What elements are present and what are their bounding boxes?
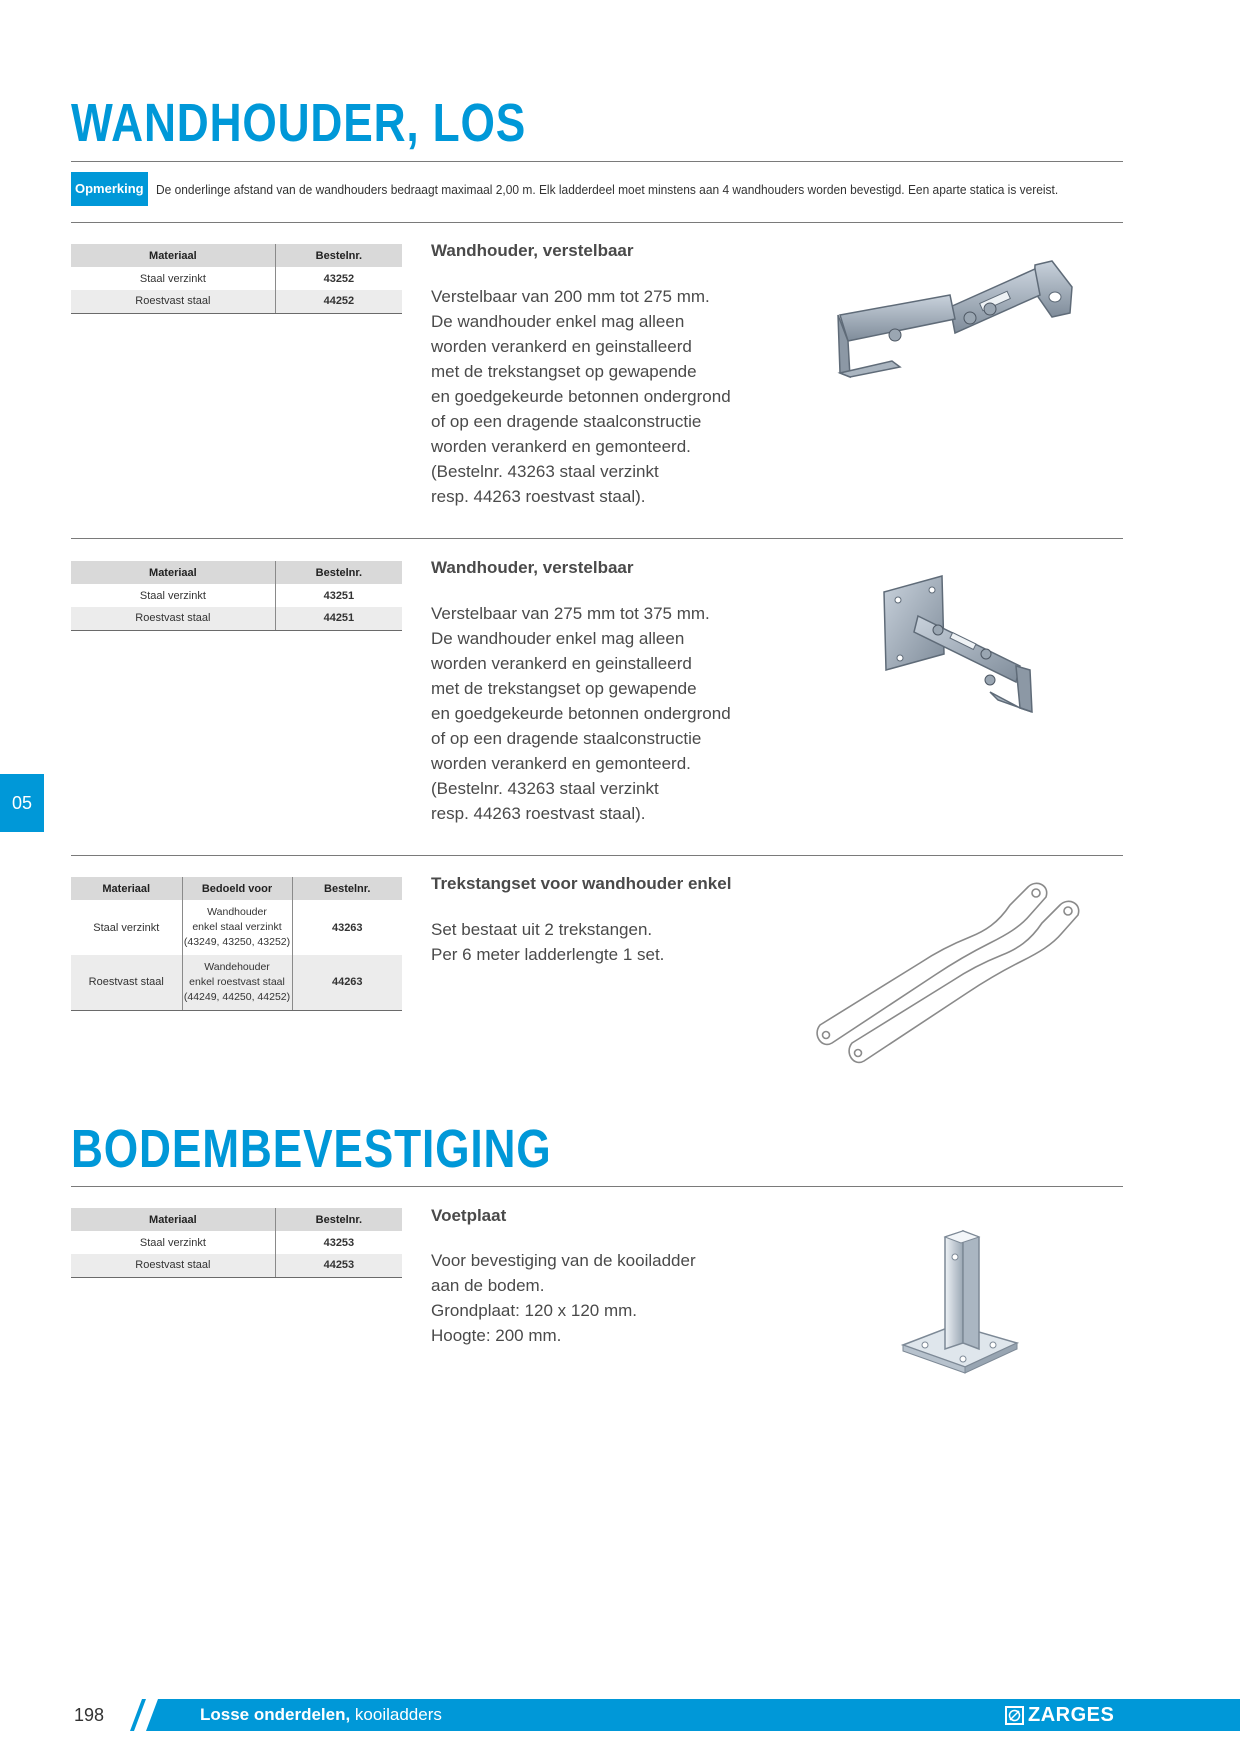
desc-line: worden verankerd en gemonteerd.	[431, 754, 691, 773]
table-cell-purpose	[182, 955, 292, 1010]
desc-line: De wandhouder enkel mag alleen	[431, 629, 685, 648]
desc-line: (Bestelnr. 43263 staal verzinkt	[431, 462, 659, 481]
product1-table	[71, 244, 402, 314]
table-cell: Staal verzinkt	[139, 272, 206, 285]
order-number: 43252	[275, 267, 402, 290]
page-number: 198	[74, 1700, 104, 1730]
product1-rule	[71, 538, 1123, 539]
purpose-line: (43249, 43250, 43252)	[183, 936, 291, 948]
desc-line: resp. 44263 roestvast staal).	[431, 804, 646, 823]
footer-title	[200, 1699, 442, 1731]
section2-rule	[71, 1186, 1123, 1187]
order-number: 43251	[275, 584, 402, 607]
desc-line: Hoogte: 200 mm.	[431, 1326, 562, 1345]
order-number: 43263	[292, 900, 402, 955]
footer-title-bold: Losse onderdelen,	[200, 1705, 351, 1724]
wall-bracket-long-image	[870, 570, 1050, 720]
tie-rod-set-image	[810, 875, 1100, 1065]
purpose-line: Wandehouder	[204, 960, 270, 973]
product1-description	[431, 284, 771, 509]
note-rule	[71, 222, 1123, 223]
desc-line: Verstelbaar van 200 mm tot 275 mm.	[431, 287, 710, 306]
desc-line: met de trekstangset op gewapende	[431, 679, 697, 698]
table-header: Materiaal	[71, 877, 182, 900]
desc-line: worden verankerd en gemonteerd.	[431, 437, 691, 456]
table-cell: Roestvast staal	[71, 607, 275, 630]
desc-line: aan de bodem.	[431, 1276, 545, 1295]
table-header: Materiaal	[71, 244, 275, 267]
base-plate-image	[895, 1225, 1025, 1390]
table-header: Bestelnr.	[275, 244, 402, 267]
product1-title: Wandhouder, verstelbaar	[431, 241, 634, 260]
desc-line: Verstelbaar van 275 mm tot 375 mm.	[431, 604, 710, 623]
table-cell: Staal verzinkt	[139, 589, 206, 602]
desc-line: (Bestelnr. 43263 staal verzinkt	[431, 779, 659, 798]
zarges-logo	[1005, 1699, 1114, 1731]
desc-line: of op een dragende staalconstructie	[431, 412, 702, 431]
order-number: 43253	[275, 1231, 402, 1254]
product3-table	[71, 877, 402, 1011]
desc-line: worden verankerd en geinstalleerd	[431, 654, 692, 673]
product4-description	[431, 1248, 771, 1348]
table-cell: Roestvast staal	[71, 1254, 275, 1277]
product2-title: Wandhouder, verstelbaar	[431, 558, 634, 577]
table-header: Bestelnr.	[275, 561, 402, 584]
section-title-bodembevestiging: BODEMBEVESTIGING	[71, 1119, 552, 1179]
logo-mark-icon	[1005, 1706, 1024, 1725]
note-text: De onderlinge afstand van de wandhouders bedraagt maximaal 2,00 m. Elk ladderdeel moet minstens aan 4 wandhouders worden bevestigd. Een aparte statica is vereist.	[155, 181, 1058, 197]
desc-line: resp. 44263 roestvast staal).	[431, 487, 646, 506]
desc-line: Voor bevestiging van de kooiladder	[431, 1251, 696, 1270]
table-cell: Staal verzinkt	[139, 1236, 206, 1249]
product3-title: Trekstangset voor wandhouder enkel	[431, 874, 732, 893]
desc-line: Grondplaat: 120 x 120 mm.	[431, 1301, 638, 1320]
wall-bracket-short-image	[830, 255, 1080, 415]
desc-line: of op een dragende staalconstructie	[431, 729, 702, 748]
desc-line: en goedgekeurde betonnen ondergrond	[431, 704, 731, 723]
order-number: 44251	[275, 607, 402, 630]
desc-line: Per 6 meter ladderlengte 1 set.	[431, 945, 665, 964]
product2-table	[71, 561, 402, 631]
table-cell-purpose	[182, 900, 292, 955]
table-cell: Roestvast staal	[71, 290, 275, 313]
chapter-tab: 05	[0, 774, 44, 832]
order-number: 44263	[292, 955, 402, 1010]
section-title-wandhouder: WANDHOUDER, LOS	[71, 93, 527, 153]
purpose-line: Wandhouder	[207, 906, 267, 918]
table-header: Bestelnr.	[292, 877, 402, 900]
footer-title-rest: kooiladders	[350, 1705, 442, 1724]
table-cell: Roestvast staal	[71, 955, 182, 1010]
desc-line: en goedgekeurde betonnen ondergrond	[431, 387, 731, 406]
logo-text: ZARGES	[1028, 1703, 1115, 1726]
order-number: 44253	[275, 1254, 402, 1277]
table-header: Materiaal	[71, 561, 275, 584]
purpose-line: enkel staal verzinkt	[192, 921, 282, 933]
purpose-line: enkel roestvast staal	[189, 975, 285, 988]
order-number: 44252	[275, 290, 402, 313]
desc-line: worden verankerd en geinstalleerd	[431, 337, 692, 356]
desc-line: De wandhouder enkel mag alleen	[431, 312, 685, 331]
desc-line: Set bestaat uit 2 trekstangen.	[431, 920, 653, 939]
table-cell: Staal verzinkt	[93, 921, 160, 934]
product4-title: Voetplaat	[431, 1206, 507, 1225]
desc-line: met de trekstangset op gewapende	[431, 362, 697, 381]
table-header: Bedoeld voor	[182, 877, 292, 900]
title-rule	[71, 161, 1123, 162]
product3-description	[431, 917, 771, 967]
product2-rule	[71, 855, 1123, 856]
table-header: Bestelnr.	[275, 1208, 402, 1231]
table-header: Materiaal	[71, 1208, 275, 1231]
note-bar	[71, 172, 1123, 206]
product4-table	[71, 1208, 402, 1278]
purpose-line: (44249, 44250, 44252)	[183, 990, 291, 1003]
product2-description	[431, 601, 771, 826]
note-tag: Opmerking	[71, 172, 148, 206]
